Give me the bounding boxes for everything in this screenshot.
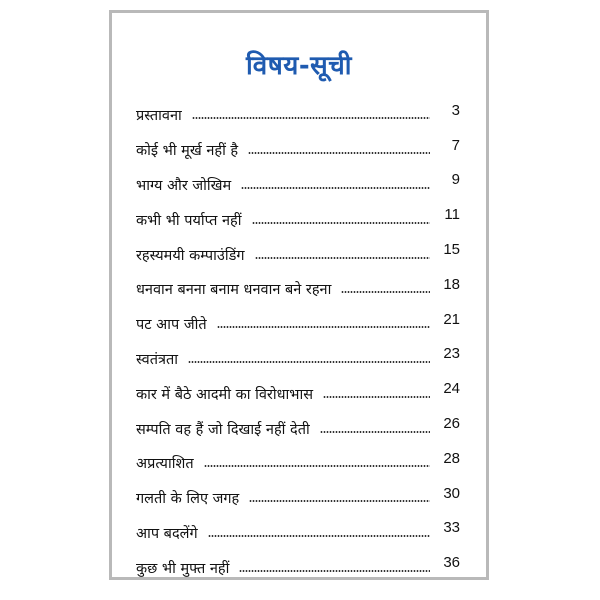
toc-page-number: 33 [443, 519, 460, 537]
dot-leader [248, 152, 430, 154]
toc-entry[interactable] [136, 98, 460, 133]
dot-leader [323, 396, 430, 398]
toc-entry[interactable] [136, 481, 460, 516]
toc-entry-title: अप्रत्याशित [136, 456, 194, 473]
toc-entry-title: गलती के लिए जगह [136, 491, 240, 508]
toc-page-number: 23 [443, 345, 460, 363]
toc-page-number: 26 [443, 415, 460, 433]
toc-entry-title: भाग्य और जोखिम [136, 177, 232, 194]
toc-entry[interactable] [136, 168, 460, 203]
toc-page-number: 36 [443, 554, 460, 572]
toc-entry-title: कभी भी पर्याप्त नहीं [136, 212, 242, 229]
toc-page-number: 9 [451, 171, 460, 189]
toc-entry[interactable] [136, 342, 460, 377]
toc-entry-title: कुछ भी मुफ्त नहीं [136, 560, 230, 577]
toc-entry-title: आप बदलेंगे [136, 525, 198, 542]
toc-page-number: 28 [443, 449, 460, 467]
toc-entry-title: स्वतंत्रता [136, 351, 178, 368]
toc-entry[interactable] [136, 272, 460, 307]
toc-entry[interactable] [136, 307, 460, 342]
dot-leader [192, 117, 430, 119]
dot-leader [208, 535, 430, 537]
dot-leader [341, 291, 430, 293]
toc-entry-title: सम्पति वह हैं जो दिखाई नहीं देती [136, 421, 310, 438]
toc-page-number: 7 [451, 136, 460, 154]
toc-entry-title: रहस्यमयी कम्पाउंडिंग [136, 247, 245, 264]
toc-page-number: 15 [443, 241, 460, 259]
toc-entry[interactable] [136, 550, 460, 585]
toc-entry-title: पट आप जीते [136, 317, 207, 334]
toc-entry[interactable] [136, 237, 460, 272]
toc-entry[interactable] [136, 202, 460, 237]
dot-leader [252, 222, 431, 224]
toc-entry-title: कार में बैठे आदमी का विरोधाभास [136, 386, 314, 403]
toc-entry-title: धनवान बनना बनाम धनवान बने रहना [136, 282, 332, 299]
dot-leader [188, 361, 430, 363]
toc-page-number: 30 [443, 484, 460, 502]
toc-page-number: 3 [451, 101, 460, 119]
contents-page [109, 10, 489, 580]
dot-leader [241, 187, 430, 189]
dot-leader [239, 570, 430, 572]
toc-page-number: 18 [443, 275, 460, 293]
toc-page-number: 24 [443, 380, 460, 398]
dot-leader [320, 431, 430, 433]
toc-entry[interactable] [136, 446, 460, 481]
toc-entry[interactable] [136, 133, 460, 168]
toc-page-number: 11 [444, 206, 460, 224]
dot-leader [217, 326, 430, 328]
toc-entry[interactable] [136, 411, 460, 446]
toc-entry-title: प्रस्तावना [136, 108, 182, 125]
dot-leader [255, 257, 430, 259]
toc-entry[interactable] [136, 516, 460, 551]
toc-entry-title: कोई भी मूर्ख नहीं है [136, 143, 239, 160]
toc-page-number: 21 [443, 310, 460, 328]
toc-entry[interactable] [136, 376, 460, 411]
page-title: विषय-सूची [246, 51, 352, 81]
dot-leader [249, 500, 430, 502]
table-of-contents [136, 98, 460, 585]
dot-leader [204, 465, 430, 467]
